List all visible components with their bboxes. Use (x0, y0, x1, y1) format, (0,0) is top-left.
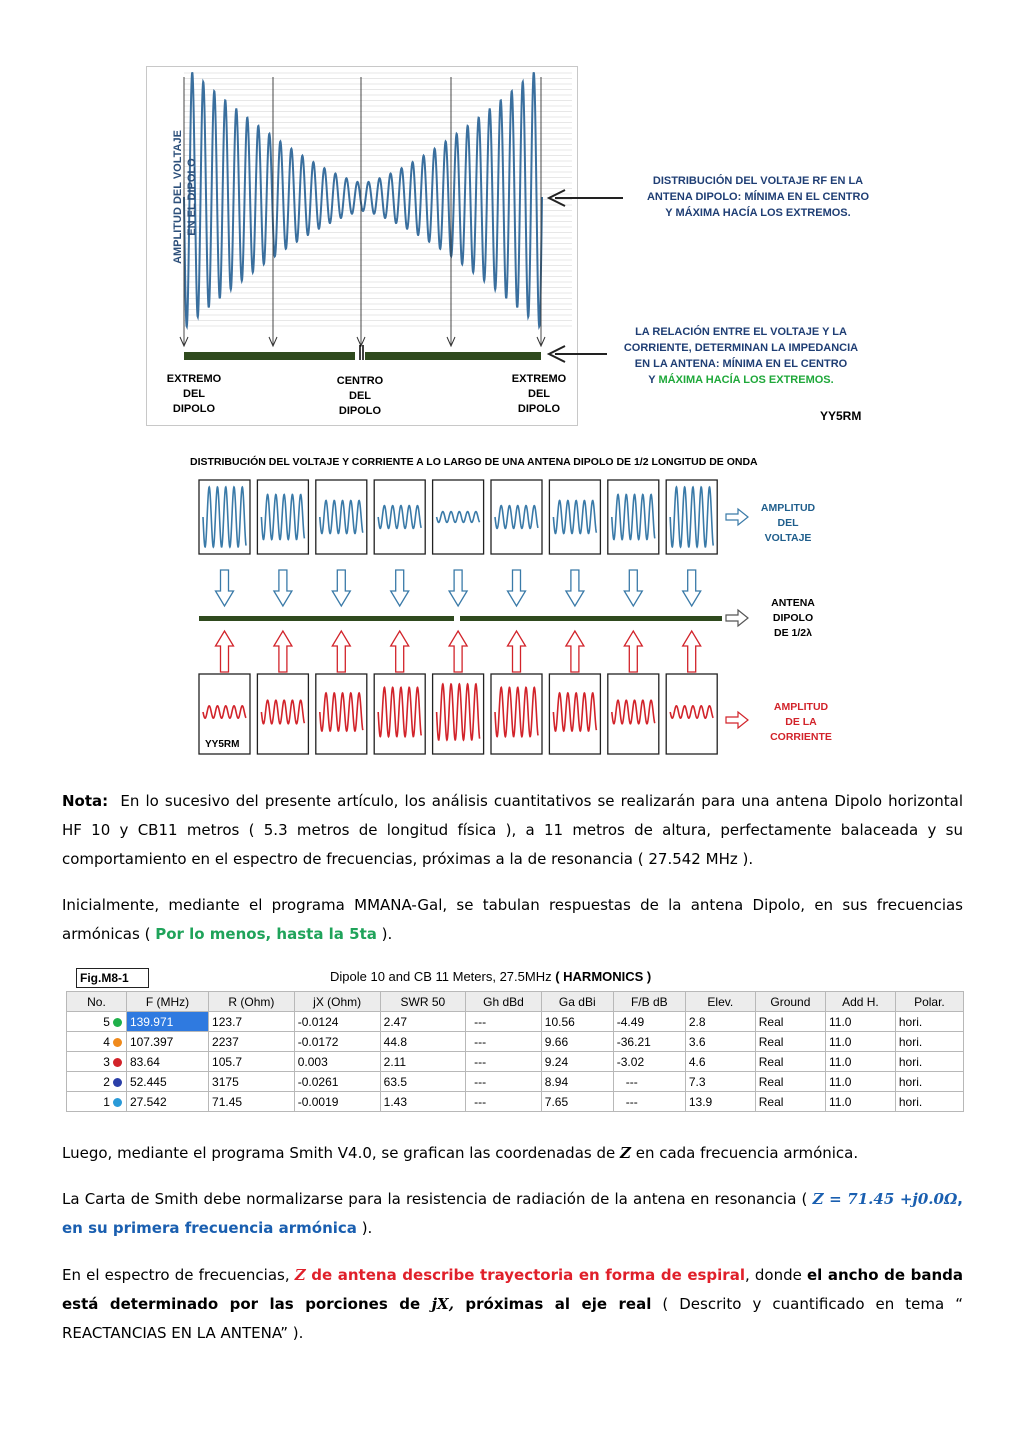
up-arrow (508, 631, 526, 672)
table-cell: --- (613, 1072, 685, 1092)
down-arrow (216, 570, 234, 606)
table-cell: 2237 (209, 1032, 295, 1052)
table-cell: 63.5 (380, 1072, 466, 1092)
table-cell: 8.94 (541, 1072, 613, 1092)
table-cell: 4.6 (685, 1052, 755, 1072)
table-cell: 2.47 (380, 1012, 466, 1032)
column-header: Elev. (685, 992, 755, 1012)
paragraph-intro: Inicialmente, mediante el programa MMANA-Gal, se tabulan respuestas de la antena Dipolo, en sus frecuencias armónicas ( Por lo menos, hasta la 5ta ). (62, 896, 963, 943)
table-cell: 2.11 (380, 1052, 466, 1072)
table-row (67, 1072, 964, 1092)
label-left-end: EXTREMO DEL DIPOLO (166, 373, 222, 415)
label-voltage-amplitude: AMPLITUD DEL VOLTAJE (760, 502, 816, 544)
column-header: Ground (755, 992, 825, 1012)
column-header: F/B dB (613, 992, 685, 1012)
down-arrow (683, 570, 701, 606)
figure2-credit: YY5RM (205, 739, 240, 750)
table-cell: -3.02 (613, 1052, 685, 1072)
table-cell: 105.7 (209, 1052, 295, 1072)
antenna-bar-left (199, 616, 454, 621)
antenna-bar-right (460, 616, 722, 621)
table-cell: 3.6 (685, 1032, 755, 1052)
table-row (67, 1012, 964, 1032)
harmonic-dot-icon (113, 1078, 122, 1087)
caption-voltage-distribution: DISTRIBUCIÓN DEL VOLTAJE RF EN LA ANTENA DIPOLO: MÍNIMA EN EL CENTRO Y MÁXIMA HACÍA LOS EXTREMOS. (646, 175, 870, 219)
table-cell: Real (755, 1032, 825, 1052)
table-cell: -0.0261 (294, 1072, 380, 1092)
table-cell: 3175 (209, 1072, 295, 1092)
table-cell: Real (755, 1072, 825, 1092)
table-cell: --- (466, 1032, 542, 1052)
harmonic-dot-icon (113, 1038, 122, 1047)
down-arrow (566, 570, 584, 606)
dipole-bar-left (184, 352, 355, 360)
figure-voltage-distribution (146, 66, 578, 426)
table-cell: 123.7 (209, 1012, 295, 1032)
down-arrow (449, 570, 467, 606)
table-cell: 11.0 (826, 1092, 896, 1112)
up-arrow (391, 631, 409, 672)
harmonics-table (66, 991, 964, 1112)
table-title: Dipole 10 and CB 11 Meters, 27.5MHz ( HARMONICS ) (330, 969, 652, 984)
harmonics-table-figure (62, 966, 964, 1116)
paragraph-normalize: La Carta de Smith debe normalizarse para la resistencia de radiación de la antena en resonancia ( Z = 71.45 +j0.0Ω, en su primera frecuencia armónica ). (62, 1190, 963, 1237)
credit-yy5rm: YY5RM (820, 409, 862, 423)
arrow-to-voltage (545, 188, 625, 208)
arrow-to-bar (545, 344, 609, 364)
table-cell: 11.0 (826, 1012, 896, 1032)
column-header: SWR 50 (380, 992, 466, 1012)
column-header: Gh dBd (466, 992, 542, 1012)
table-cell: 0.003 (294, 1052, 380, 1072)
table-cell: 7.3 (685, 1072, 755, 1092)
column-header: Ga dBi (541, 992, 613, 1012)
side-arrow (726, 712, 748, 728)
up-arrow (332, 631, 350, 672)
caption-impedance: LA RELACIÓN ENTRE EL VOLTAJE Y LA CORRIENTE, DETERMINAN LA IMPEDANCIA EN LA ANTENA: MÍNIMA EN EL CENTRO Y MÁXIMA HACÍA LOS EXTREMOS. (623, 326, 859, 386)
table-cell: hori. (895, 1052, 963, 1072)
paragraph-note: Nota: En lo sucesivo del presente artículo, los análisis cuantitativos se realizarán para una antena Dipolo horizontal HF 10 y CB11 metros ( 5.3 metros de longitud física ), a 11 metros de altura, perfectamente balaceada y su comportamiento en el espectro de frecuencias, próximas a la de resonancia ( 27.542 MHz ). (62, 792, 963, 868)
table-cell: 52.445 (126, 1072, 208, 1092)
paragraph-spiral: En el espectro de frecuencias, Z de antena describe trayectoria en forma de espiral, donde el ancho de banda está determinado por las porciones de jX, próximas al eje real ( Descrito y cuantificado en tema “ REACTANCIAS EN LA ANTENA” ). (62, 1266, 963, 1342)
table-cell: --- (466, 1072, 542, 1092)
table-cell: 83.64 (126, 1052, 208, 1072)
column-header: F (MHz) (126, 992, 208, 1012)
table-row (67, 1032, 964, 1052)
table-cell: 1.43 (380, 1092, 466, 1112)
table-cell: -0.0124 (294, 1012, 380, 1032)
row-number: 3 (67, 1052, 127, 1072)
table-cell: 139.971 (126, 1012, 208, 1032)
table-cell: 11.0 (826, 1072, 896, 1092)
label-right-end: EXTREMO DEL DIPOLO (511, 373, 567, 415)
fig-label-box: Fig.M8-1 (76, 968, 149, 988)
table-cell: --- (466, 1092, 542, 1112)
column-header: No. (67, 992, 127, 1012)
table-cell: Real (755, 1012, 825, 1032)
table-cell: 7.65 (541, 1092, 613, 1112)
table-cell: Real (755, 1052, 825, 1072)
dipole-bar-right (365, 352, 541, 360)
row-number: 4 (67, 1032, 127, 1052)
up-arrow (449, 631, 467, 672)
table-cell: 2.8 (685, 1012, 755, 1032)
label-antenna-dipole: ANTENA DIPOLO DE 1/2λ (771, 597, 815, 639)
table-cell: 44.8 (380, 1032, 466, 1052)
table-cell: 71.45 (209, 1092, 295, 1112)
table-cell: hori. (895, 1012, 963, 1032)
table-header-row (67, 992, 964, 1012)
up-arrow (216, 631, 234, 672)
table-cell: 10.56 (541, 1012, 613, 1032)
table-cell: -0.0172 (294, 1032, 380, 1052)
row-number: 5 (67, 1012, 127, 1032)
table-cell: 9.66 (541, 1032, 613, 1052)
down-arrow (391, 570, 409, 606)
row-number: 2 (67, 1072, 127, 1092)
harmonic-dot-icon (113, 1058, 122, 1067)
table-cell: Real (755, 1092, 825, 1112)
column-header: Polar. (895, 992, 963, 1012)
table-cell: -4.49 (613, 1012, 685, 1032)
column-header: R (Ohm) (209, 992, 295, 1012)
table-cell: 9.24 (541, 1052, 613, 1072)
down-arrow (624, 570, 642, 606)
column-header: Add H. (826, 992, 896, 1012)
table-cell: hori. (895, 1092, 963, 1112)
up-arrow (566, 631, 584, 672)
table-row (67, 1092, 964, 1112)
down-arrow (274, 570, 292, 606)
table-cell: 11.0 (826, 1052, 896, 1072)
table-cell: 11.0 (826, 1032, 896, 1052)
column-header: jX (Ohm) (294, 992, 380, 1012)
table-cell: --- (613, 1092, 685, 1112)
table-cell: -0.0019 (294, 1092, 380, 1112)
row-number: 1 (67, 1092, 127, 1112)
table-row (67, 1052, 964, 1072)
y-axis-label: AMPLITUD DEL VOLTAJE EN EL DIPOLO (172, 130, 198, 264)
label-center: CENTRO DEL DIPOLO (336, 375, 384, 417)
table-cell: --- (466, 1052, 542, 1072)
table-cell: 27.542 (126, 1092, 208, 1112)
side-arrow (726, 509, 748, 525)
table-cell: -36.21 (613, 1032, 685, 1052)
up-arrow (624, 631, 642, 672)
side-arrow (726, 610, 748, 626)
table-cell: --- (466, 1012, 542, 1032)
figure2-canvas (190, 470, 750, 770)
label-current-amplitude: AMPLITUD DE LA CORRIENTE (770, 701, 832, 743)
paragraph-smith: Luego, mediante el programa Smith V4.0, se grafican las coordenadas de Z en cada frecuencia armónica. (62, 1144, 859, 1162)
table-cell: 13.9 (685, 1092, 755, 1112)
figure2-title: DISTRIBUCIÓN DEL VOLTAJE Y CORRIENTE A LO LARGO DE UNA ANTENA DIPOLO DE 1/2 LONGITUD DE ONDA (190, 456, 758, 468)
up-arrow (683, 631, 701, 672)
down-arrow (332, 570, 350, 606)
table-cell: hori. (895, 1072, 963, 1092)
down-arrow (508, 570, 526, 606)
table-cell: hori. (895, 1032, 963, 1052)
harmonic-dot-icon (113, 1018, 122, 1027)
table-cell: 107.397 (126, 1032, 208, 1052)
harmonic-dot-icon (113, 1098, 122, 1107)
up-arrow (274, 631, 292, 672)
